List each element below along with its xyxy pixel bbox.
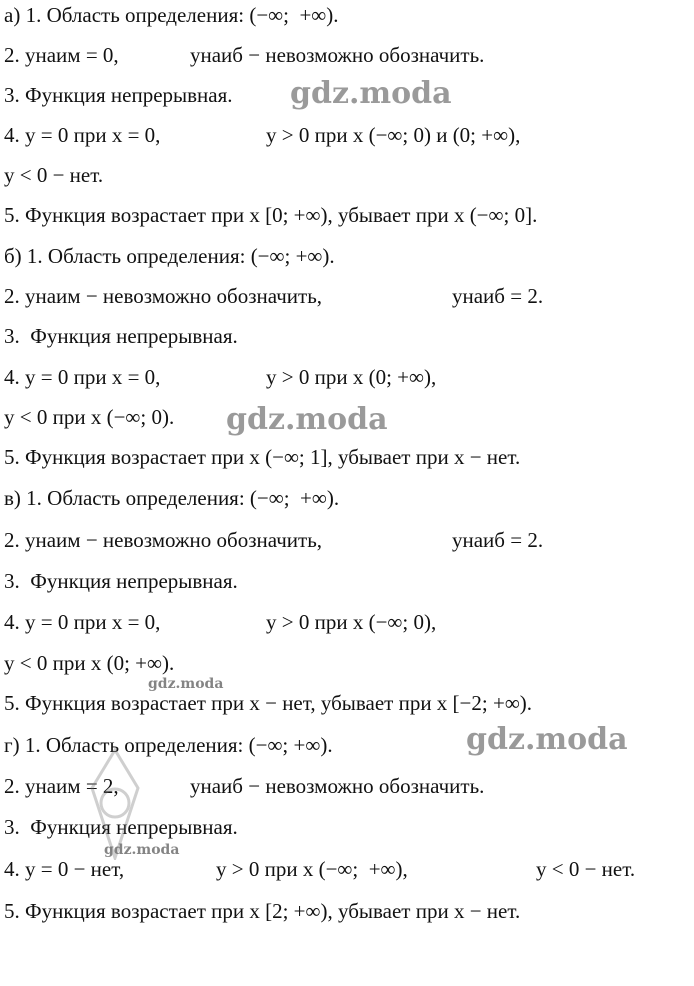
line-segment: 3. Функция непрерывная. [4,83,233,107]
line-segment: 5. Функция возрастает при x − нет, убывает при x [−2; +∞). [4,691,533,715]
line-segment: y < 0 при x (0; +∞). [4,651,175,675]
line-segment: y < 0 − нет. [536,857,636,881]
watermark-text: gdz.moda [466,722,628,757]
line-segment: а) 1. Область определения: (−∞; +∞). [4,3,339,27]
line-segment: y < 0 при x (−∞; 0). [4,405,175,429]
line-segment: yнаиб = 2. [452,284,544,308]
watermark-text: gdz.moda [148,676,224,692]
line-segment: 5. Функция возрастает при x [0; +∞), убывает при x (−∞; 0]. [4,203,538,227]
line-segment: y > 0 при x (−∞; +∞), [216,857,408,881]
line-segment: б) 1. Область определения: (−∞; +∞). [4,244,335,268]
line-segment: y > 0 при x (−∞; 0) и (0; +∞), [266,123,521,147]
watermark-text: gdz.moda [290,76,452,111]
line-segment: в) 1. Область определения: (−∞; +∞). [4,486,340,510]
line-segment: y < 0 − нет. [4,163,104,187]
watermark-text: gdz.moda [226,402,388,437]
line-segment: 3. Функция непрерывная. [4,815,238,839]
line-segment: 2. yнаим − невозможно обозначить, [4,528,323,552]
line-segment: 2. yнаим = 2, [4,774,119,798]
line-segment: 4. y = 0 − нет, [4,857,125,881]
text-line [4,898,521,976]
watermark-text: gdz.moda [104,842,180,858]
line-segment: г) 1. Область определения: (−∞; +∞). [4,733,333,757]
line-segment: y > 0 при x (−∞; 0), [266,610,437,634]
line-segment: 2. yнаим − невозможно обозначить, [4,284,323,308]
watermark-logo-icon [90,748,140,860]
line-segment: yнаиб − невозможно обозначить. [190,774,485,798]
line-segment: 3. Функция непрерывная. [4,324,238,348]
line-segment: yнаиб = 2. [452,528,544,552]
line-segment: 4. y = 0 при x = 0, [4,123,161,147]
line-segment: 4. y = 0 при x = 0, [4,610,161,634]
line-segment: 2. yнаим = 0, [4,43,119,67]
line-segment: 5. Функция возрастает при x [2; +∞), убывает при x − нет. [4,899,521,923]
line-segment: 4. y = 0 при x = 0, [4,365,161,389]
line-segment: 3. Функция непрерывная. [4,569,238,593]
line-segment: yнаиб − невозможно обозначить. [190,43,485,67]
line-segment: y > 0 при x (0; +∞), [266,365,437,389]
line-segment: 5. Функция возрастает при x (−∞; 1], убывает при x − нет. [4,445,521,469]
